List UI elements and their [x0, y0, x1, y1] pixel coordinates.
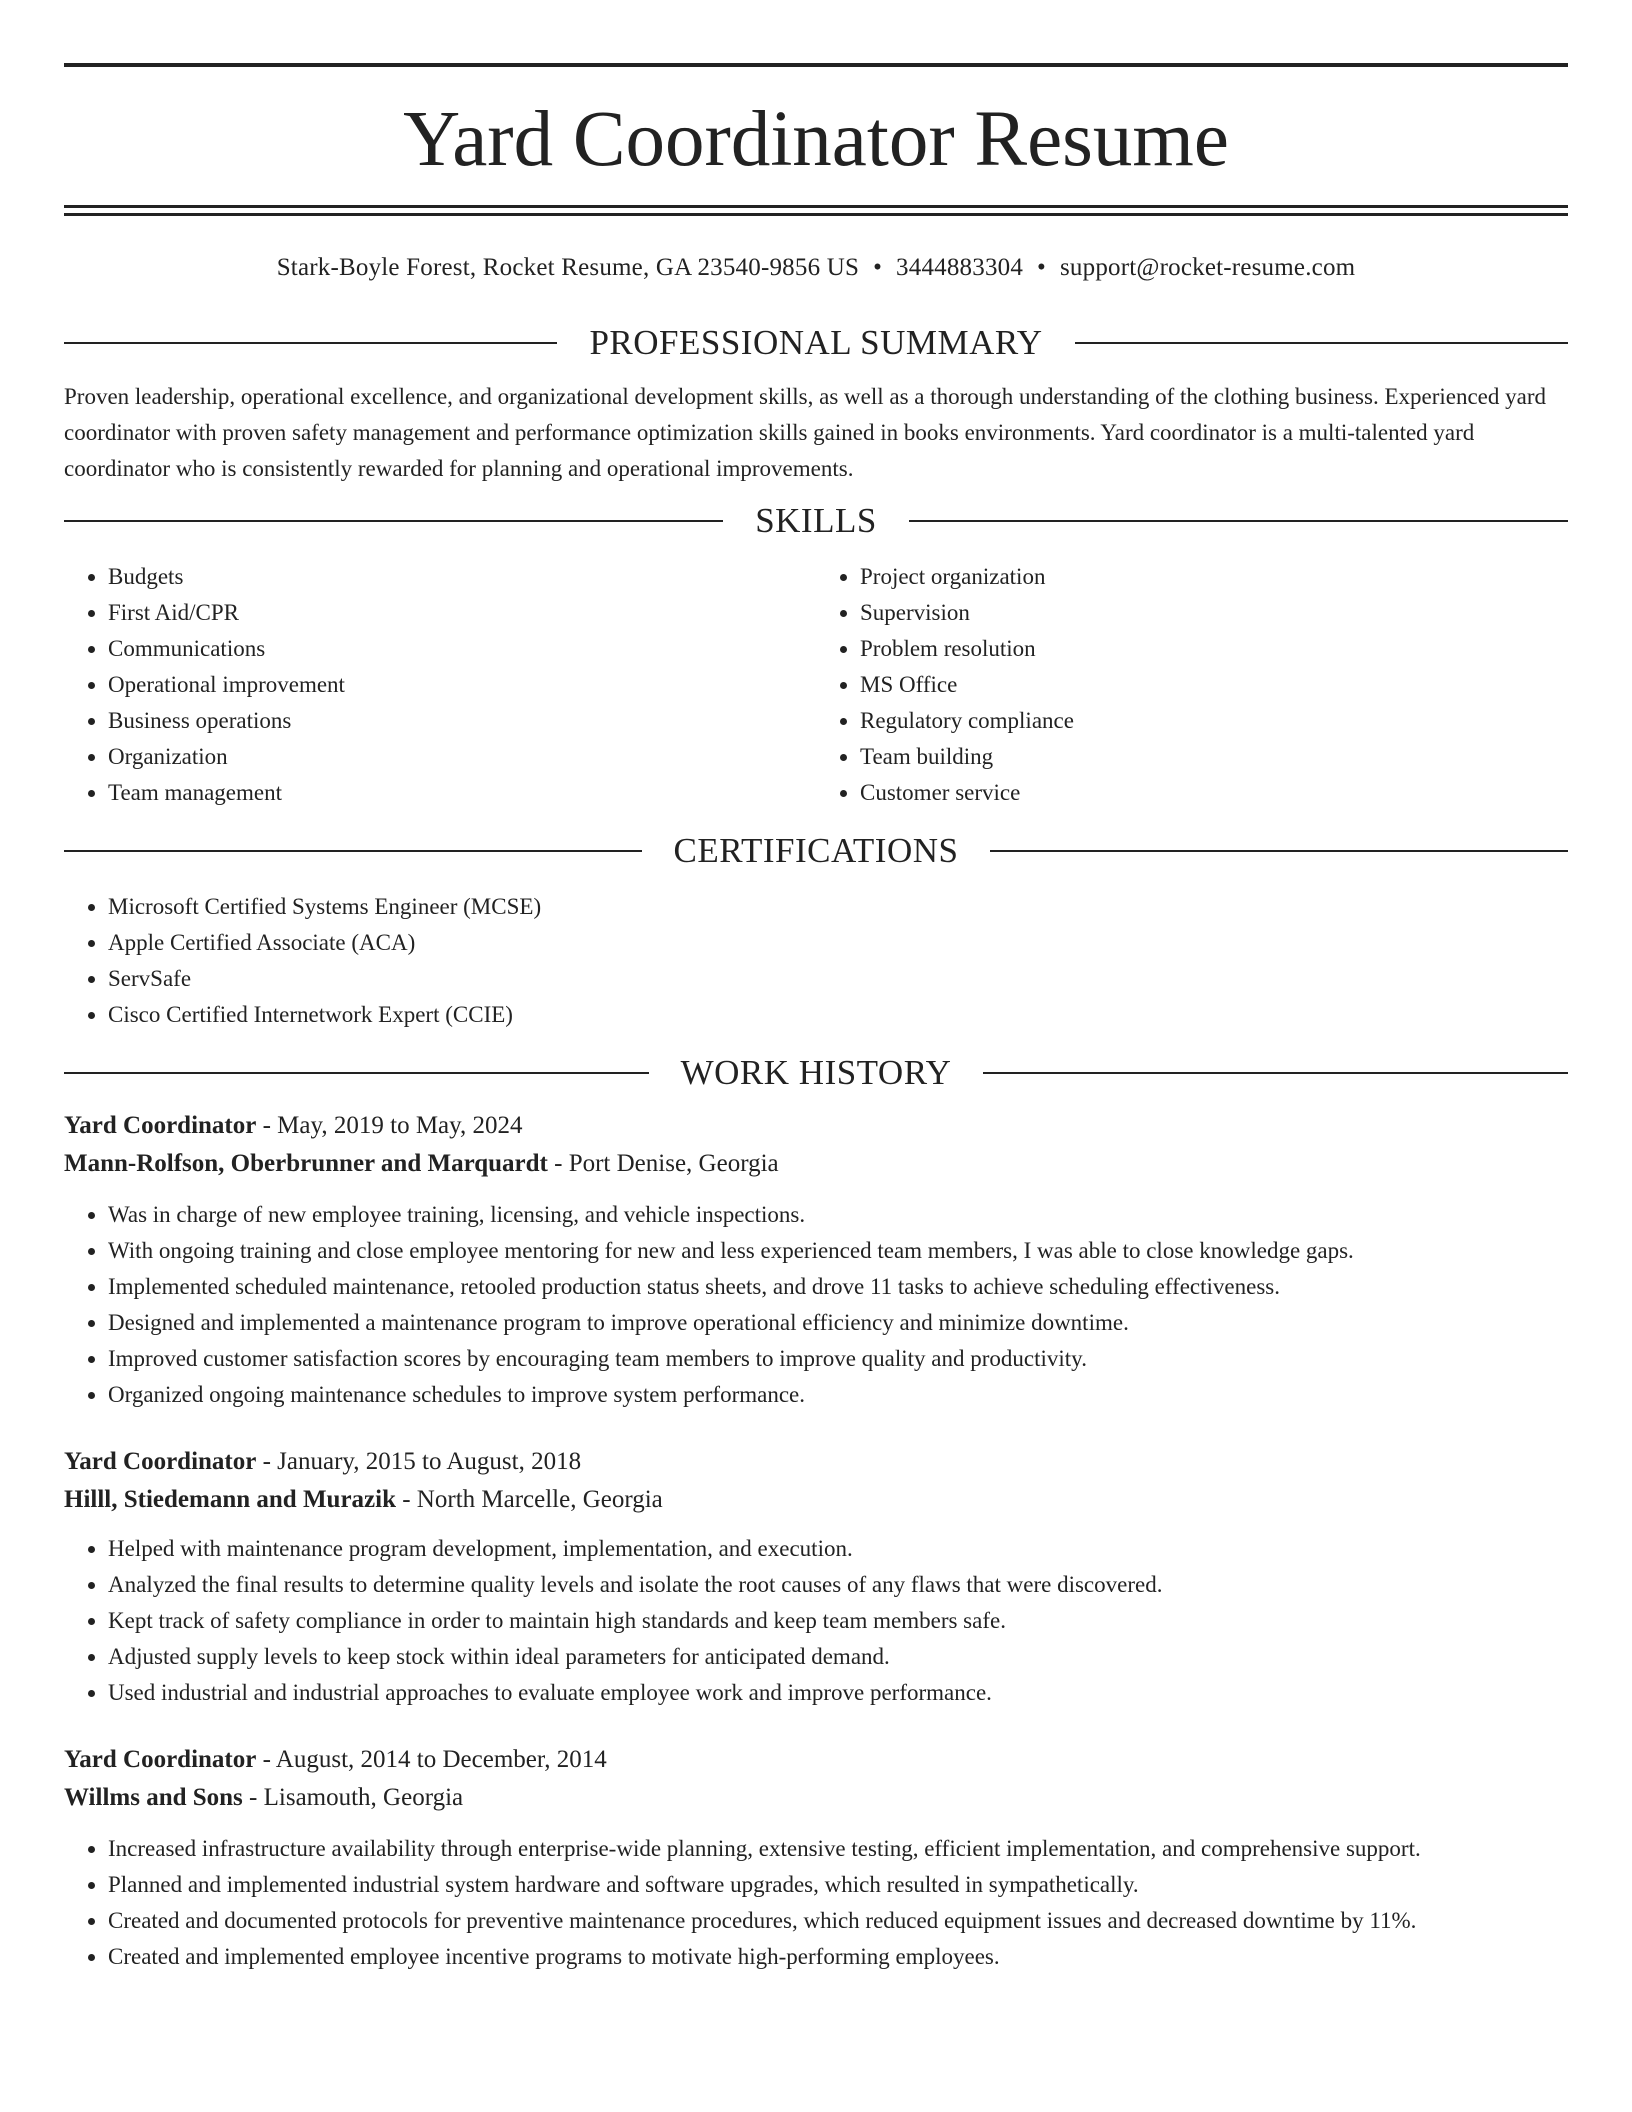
- job-title: Yard Coordinator: [64, 1112, 257, 1139]
- certification-item: • Microsoft Certified Systems Engineer (MCSE): [108, 889, 1568, 925]
- job-bullet: • With ongoing training and close employee mentoring for new and less experienced team members, I was able to close knowledge gaps.: [108, 1233, 1568, 1269]
- job-bullet: • Implemented scheduled maintenance, retooled production status sheets, and drove 11 tasks to achieve scheduling effectiveness.: [108, 1269, 1568, 1305]
- skills-list-right: [816, 559, 1568, 811]
- job-bullet: • Helped with maintenance program development, implementation, and execution.: [108, 1531, 1568, 1567]
- skill-item: • Supervision: [860, 595, 1568, 631]
- job-entry: [64, 1741, 1568, 1975]
- skill-item: • Communications: [108, 631, 816, 667]
- heading-rule-right: [990, 850, 1568, 852]
- job-company-line: [64, 1779, 1568, 1817]
- job-company: Hilll, Stiedemann and Murazik: [64, 1486, 396, 1513]
- skills-heading: [64, 501, 1568, 541]
- job-bullet: • Created and implemented employee incentive programs to motivate high-performing employees.: [108, 1939, 1568, 1975]
- skill-item: • First Aid/CPR: [108, 595, 816, 631]
- contact-separator: •: [1037, 254, 1046, 281]
- contact-separator: •: [873, 254, 883, 281]
- certifications-list: [64, 889, 1568, 1033]
- certifications-heading: [64, 831, 1568, 871]
- skill-item: • Business operations: [108, 703, 816, 739]
- skill-item: • Operational improvement: [108, 667, 816, 703]
- job-location: - Lisamouth, Georgia: [249, 1784, 464, 1811]
- job-bullet: • Planned and implemented industrial system hardware and software upgrades, which resulted in sympathetically.: [108, 1867, 1568, 1903]
- job-dates: - May, 2019 to May, 2024: [262, 1112, 523, 1139]
- skill-item: • Team building: [860, 739, 1568, 775]
- job-bullet: • Increased infrastructure availability through enterprise-wide planning, extensive testing, efficient implementation, and comprehensive support.: [108, 1831, 1568, 1867]
- job-bullets: [64, 1197, 1568, 1413]
- job-bullet: • Analyzed the final results to determine quality levels and isolate the root causes of any flaws that were discovered.: [108, 1567, 1568, 1603]
- job-company: Mann-Rolfson, Oberbrunner and Marquardt: [64, 1150, 548, 1177]
- skills-columns: [64, 559, 1568, 811]
- skills-heading-label: SKILLS: [755, 501, 877, 540]
- job-title-line: [64, 1443, 1568, 1481]
- contact-phone: 3444883304: [896, 254, 1024, 281]
- certification-item: • Apple Certified Associate (ACA): [108, 925, 1568, 961]
- job-title-line: [64, 1107, 1568, 1145]
- job-bullet: • Created and documented protocols for preventive maintenance procedures, which reduced equipment issues and decreased downtime by 11%.: [108, 1903, 1568, 1939]
- skill-item: • Project organization: [860, 559, 1568, 595]
- heading-rule-left: [64, 1072, 649, 1074]
- job-dates: - August, 2014 to December, 2014: [262, 1746, 607, 1773]
- job-entry: [64, 1443, 1568, 1711]
- work-history-heading: [64, 1053, 1568, 1093]
- job-location: - North Marcelle, Georgia: [402, 1486, 663, 1513]
- title-double-rule: [64, 205, 1568, 216]
- summary-text: Proven leadership, operational excellence, and organizational development skills, as well as a thorough understanding of the clothing business. Experienced yard coordinator with proven safety management and performance optimization skills gained in books environments. Yard coordinator is a multi-talented yard coordinator who is consistently rewarded for planning and operational improvements.: [64, 384, 1546, 481]
- page-title: Yard Coordinator Resume: [403, 96, 1229, 183]
- skill-item: • Regulatory compliance: [860, 703, 1568, 739]
- job-bullet: • Organized ongoing maintenance schedules to improve system performance.: [108, 1377, 1568, 1413]
- certifications-heading-label: CERTIFICATIONS: [673, 831, 959, 870]
- job-title: Yard Coordinator: [64, 1448, 257, 1475]
- job-company-line: [64, 1481, 1568, 1519]
- job-bullet: • Kept track of safety compliance in order to maintain high standards and keep team members safe.: [108, 1603, 1568, 1639]
- job-title: Yard Coordinator: [64, 1746, 257, 1773]
- skill-item: • Organization: [108, 739, 816, 775]
- heading-rule-left: [64, 342, 557, 344]
- work-history-heading-label: WORK HISTORY: [680, 1053, 952, 1092]
- top-rule: [64, 63, 1568, 67]
- job-company: Willms and Sons: [64, 1784, 243, 1811]
- skills-list-left: [64, 559, 816, 811]
- contact-line: [64, 253, 1568, 283]
- skill-item: • Budgets: [108, 559, 816, 595]
- summary-heading-label: PROFESSIONAL SUMMARY: [589, 323, 1043, 362]
- job-bullet: • Designed and implemented a maintenance program to improve operational efficiency and minimize downtime.: [108, 1305, 1568, 1341]
- skill-item: • Team management: [108, 775, 816, 811]
- contact-address: Stark-Boyle Forest, Rocket Resume, GA 23540-9856 US: [276, 254, 860, 281]
- job-company-line: [64, 1145, 1568, 1183]
- certification-item: • Cisco Certified Internetwork Expert (CCIE): [108, 997, 1568, 1033]
- job-bullet: • Was in charge of new employee training, licensing, and vehicle inspections.: [108, 1197, 1568, 1233]
- heading-rule-left: [64, 850, 642, 852]
- job-bullet: • Used industrial and industrial approaches to evaluate employee work and improve performance.: [108, 1675, 1568, 1711]
- job-entry: [64, 1107, 1568, 1413]
- summary-heading: [64, 323, 1568, 363]
- heading-rule-left: [64, 520, 723, 522]
- heading-rule-right: [909, 520, 1568, 522]
- job-bullet: • Adjusted supply levels to keep stock within ideal parameters for anticipated demand.: [108, 1639, 1568, 1675]
- job-bullets: [64, 1831, 1568, 1975]
- skill-item: • Customer service: [860, 775, 1568, 811]
- heading-rule-right: [983, 1072, 1568, 1074]
- job-dates: - January, 2015 to August, 2018: [262, 1448, 582, 1475]
- certification-item: • ServSafe: [108, 961, 1568, 997]
- job-location: - Port Denise, Georgia: [554, 1150, 779, 1177]
- job-bullets: [64, 1531, 1568, 1711]
- skill-item: • Problem resolution: [860, 631, 1568, 667]
- job-bullet: • Improved customer satisfaction scores by encouraging team members to improve quality and productivity.: [108, 1341, 1568, 1377]
- skill-item: • MS Office: [860, 667, 1568, 703]
- job-title-line: [64, 1741, 1568, 1779]
- heading-rule-right: [1075, 342, 1568, 344]
- contact-email: support@rocket-resume.com: [1060, 254, 1356, 281]
